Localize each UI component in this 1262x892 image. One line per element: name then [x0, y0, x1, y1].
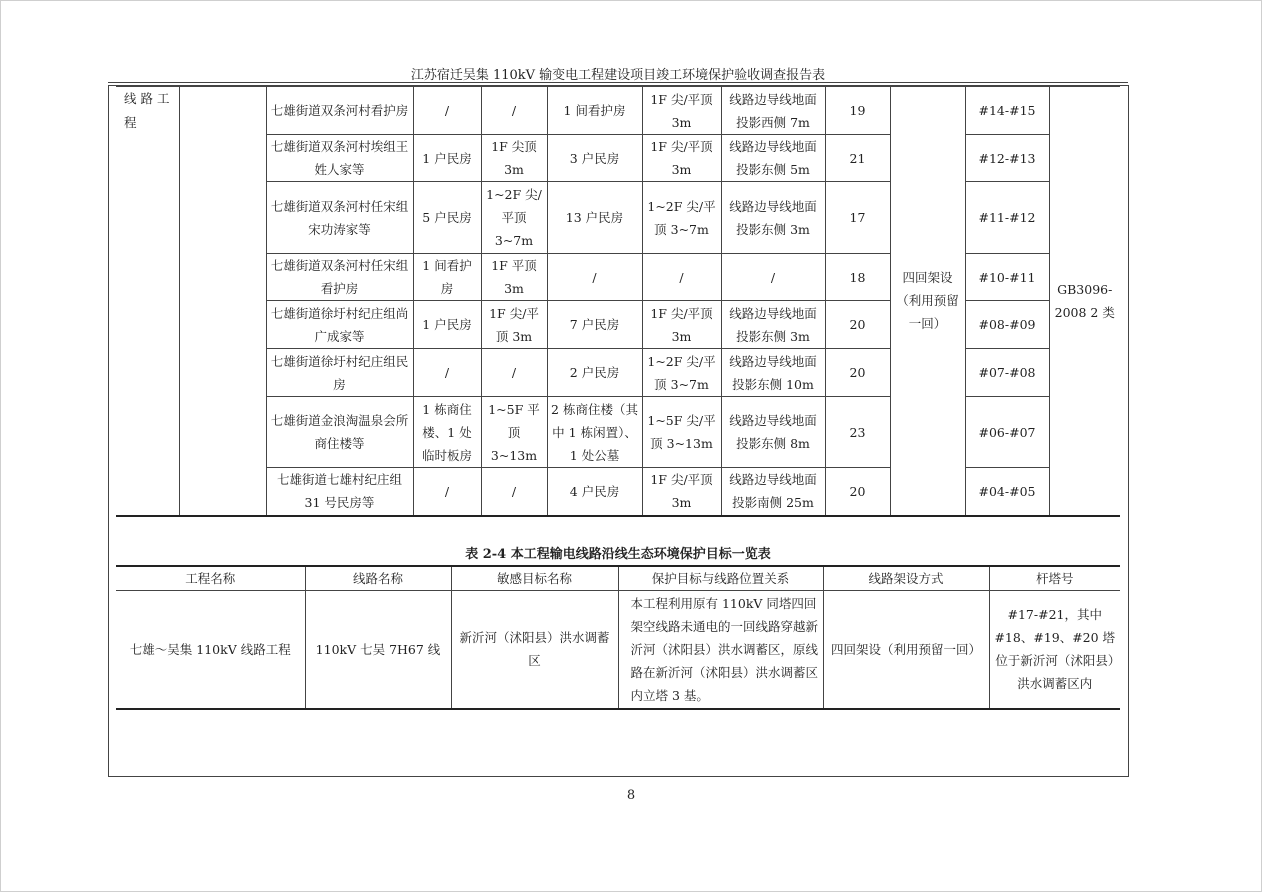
cell: 1F 尖/平顶 3m: [642, 301, 721, 349]
cell: 1 栋商住楼、1 处临时板房: [413, 397, 481, 468]
cell: 7 户民房: [547, 301, 642, 349]
cell: /: [481, 87, 547, 135]
cell: 1~5F 尖/平顶 3~13m: [642, 397, 721, 468]
cell: 线路边导线地面投影西侧 7m: [721, 87, 825, 135]
column-header: 敏感目标名称: [451, 566, 618, 591]
table-row: [116, 87, 1120, 135]
table-row: [116, 182, 1120, 254]
frame-left-border: [108, 85, 109, 776]
cell: 1 户民房: [413, 135, 481, 182]
target-name: 七雄街道双条河村埃组王姓人家等: [266, 135, 413, 182]
target-name: 七雄街道徐圩村纪庄组民房: [266, 349, 413, 397]
cell: 20: [825, 301, 890, 349]
cell: 新沂河（沭阳县）洪水调蓄区: [451, 591, 618, 709]
cell: 四回架设（利用预留一回）: [823, 591, 989, 709]
cell: 1 间看护房: [413, 254, 481, 301]
cell: /: [721, 254, 825, 301]
tower-cell: #12-#13: [965, 135, 1049, 182]
target-name: 七雄街道双条河村任宋组看护房: [266, 254, 413, 301]
tower-cell: #07-#08: [965, 349, 1049, 397]
cell: 2 户民房: [547, 349, 642, 397]
cell: /: [481, 468, 547, 516]
cell: 110kV 七吴 7H67 线: [305, 591, 451, 709]
cell: 1F 尖/平顶 3m: [642, 135, 721, 182]
column-header: 保护目标与线路位置关系: [618, 566, 823, 591]
table-row: [116, 301, 1120, 349]
cell: 2 栋商住楼（其中 1 栋闲置）、1 处公墓: [547, 397, 642, 468]
cell: 3 户民房: [547, 135, 642, 182]
frame-bottom-border: [108, 776, 1129, 777]
cell: /: [547, 254, 642, 301]
cell: 13 户民房: [547, 182, 642, 254]
table-row: [116, 254, 1120, 301]
cell: 18: [825, 254, 890, 301]
table-row: [116, 135, 1120, 182]
cell: /: [413, 349, 481, 397]
cell: /: [642, 254, 721, 301]
tower-cell: #06-#07: [965, 397, 1049, 468]
cell: 1F 尖/平顶 3m: [481, 301, 547, 349]
table-row: [116, 349, 1120, 397]
empty-cell: [179, 87, 266, 516]
column-header: 线路名称: [305, 566, 451, 591]
cell: 线路边导线地面投影东侧 8m: [721, 397, 825, 468]
page-number: 8: [626, 788, 636, 803]
target-name: 七雄街道七雄村纪庄组 31 号民房等: [266, 468, 413, 516]
cell: 1~2F 尖/平顶 3~7m: [642, 182, 721, 254]
table-row: [116, 591, 1120, 709]
ecological-targets-table: [116, 565, 1120, 710]
tower-cell: #11-#12: [965, 182, 1049, 254]
target-name: 七雄街道双条河村看护房: [266, 87, 413, 135]
tower-cell: #08-#09: [965, 301, 1049, 349]
project-type-cell: 线 路 工 程: [116, 87, 179, 516]
header-rule: [108, 82, 1128, 83]
cell: 20: [825, 468, 890, 516]
table-row: [116, 397, 1120, 468]
cell: 1~2F 尖/平顶 3~7m: [642, 349, 721, 397]
cell: 线路边导线地面投影东侧 3m: [721, 182, 825, 254]
cell: 4 户民房: [547, 468, 642, 516]
cell: 1~5F 平顶 3~13m: [481, 397, 547, 468]
cell: 1F 尖顶 3m: [481, 135, 547, 182]
frame-right-border: [1128, 85, 1129, 776]
table-caption: 表 2-4 本工程输电线路沿线生态环境保护目标一览表: [465, 547, 771, 562]
cell: 线路边导线地面投影东侧 5m: [721, 135, 825, 182]
cell: 23: [825, 397, 890, 468]
cell: #17-#21，其中#18、#19、#20 塔位于新沂河（沭阳县）洪水调蓄区内: [989, 591, 1120, 709]
cell: 5 户民房: [413, 182, 481, 254]
cell: 七雄～吴集 110kV 线路工程: [116, 591, 305, 709]
cell: 1F 尖/平顶 3m: [642, 468, 721, 516]
cell: 线路边导线地面投影南侧 25m: [721, 468, 825, 516]
column-header: 线路架设方式: [823, 566, 989, 591]
cell: 线路边导线地面投影东侧 10m: [721, 349, 825, 397]
page-header: 江苏宿迁吴集 110kV 输变电工程建设项目竣工环境保护验收调查报告表: [410, 68, 826, 83]
cell: 1 间看护房: [547, 87, 642, 135]
cell: 20: [825, 349, 890, 397]
column-header: 工程名称: [116, 566, 305, 591]
erection-cell: 四回架设（利用预留一回）: [890, 87, 965, 516]
table-header-row: [116, 566, 1120, 591]
table-row: [116, 468, 1120, 516]
cell: 本工程利用原有 110kV 同塔四回架空线路未通电的一回线路穿越新沂河（沭阳县）洪水调蓄区，原线路在新沂河（沭阳县）洪水调蓄区内立塔 3 基。: [618, 591, 823, 709]
cell: 21: [825, 135, 890, 182]
cell: 1 户民房: [413, 301, 481, 349]
cell: 17: [825, 182, 890, 254]
cell: 1~2F 尖/平顶 3~7m: [481, 182, 547, 254]
cell: 19: [825, 87, 890, 135]
cell: /: [413, 87, 481, 135]
tower-cell: #14-#15: [965, 87, 1049, 135]
column-header: 杆塔号: [989, 566, 1120, 591]
target-name: 七雄街道双条河村任宋组宋功涛家等: [266, 182, 413, 254]
tower-cell: #10-#11: [965, 254, 1049, 301]
target-name: 七雄街道金浪淘温泉会所商住楼等: [266, 397, 413, 468]
cell: 1F 尖/平顶 3m: [642, 87, 721, 135]
cell: /: [413, 468, 481, 516]
sensitive-targets-table: [116, 86, 1120, 517]
tower-cell: #04-#05: [965, 468, 1049, 516]
target-name: 七雄街道徐圩村纪庄组尚广成家等: [266, 301, 413, 349]
standard-cell: GB3096-2008 2 类: [1049, 87, 1120, 516]
cell: 1F 平顶 3m: [481, 254, 547, 301]
cell: /: [481, 349, 547, 397]
cell: 线路边导线地面投影东侧 3m: [721, 301, 825, 349]
